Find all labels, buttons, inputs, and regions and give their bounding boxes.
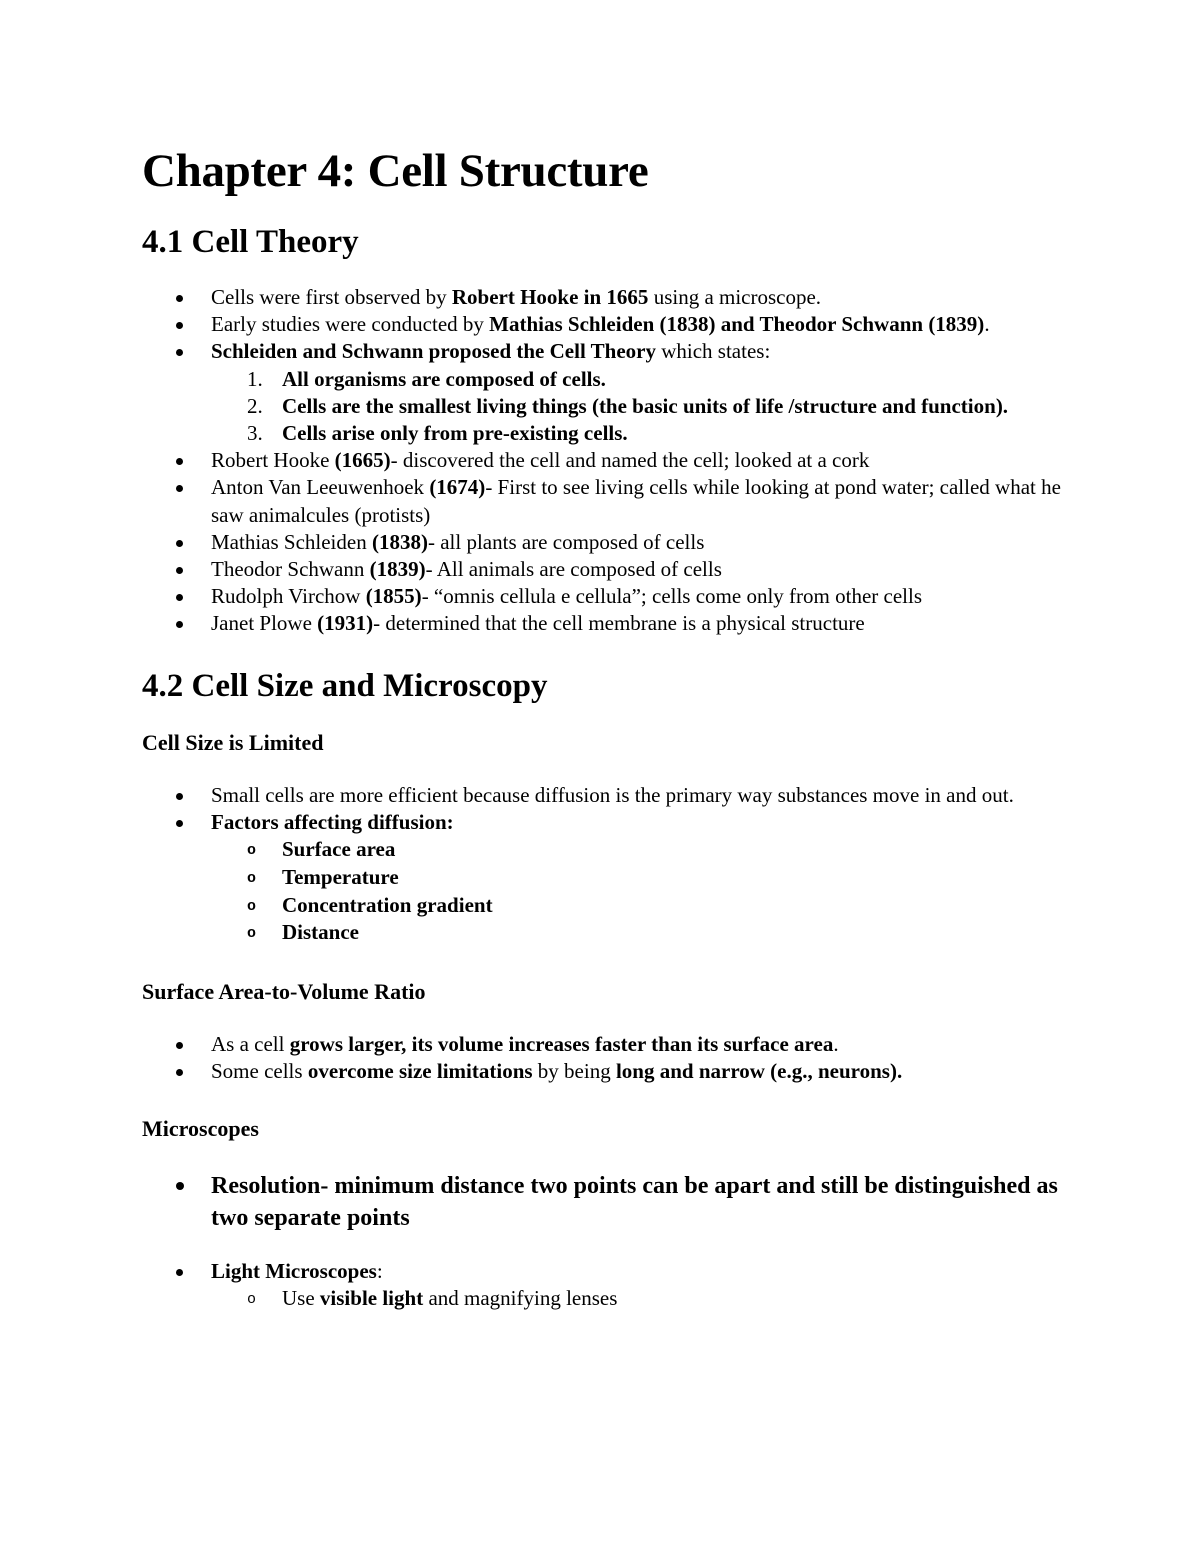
section-heading-cell-size: 4.2 Cell Size and Microscopy (142, 667, 548, 704)
scientists-list (142, 447, 1062, 637)
principle-item: 3. Cells arise only from pre-existing cells. (247, 421, 628, 446)
diffusion-factors-list (142, 836, 1062, 947)
microscopes-list (142, 1170, 1062, 1234)
light-microscopes-sublist (142, 1285, 1062, 1313)
light-microscopes-list (142, 1258, 1062, 1285)
list-item: Small cells are more efficient because diffusion is the primary way substances move in and out. (142, 782, 1062, 809)
principle-item: 2. Cells are the smallest living things (the basic units of life /structure and function). (247, 393, 1009, 418)
chapter-title: Chapter 4: Cell Structure (142, 145, 649, 197)
list-item: Light Microscopes: (142, 1258, 1062, 1285)
scientist-item: Mathias Schleiden (1838)- all plants are composed of cells (142, 529, 1062, 556)
list-item: Schleiden and Schwann proposed the Cell Theory which states: (142, 338, 1062, 365)
list-item: As a cell grows larger, its volume increases faster than its surface area. (142, 1031, 1062, 1058)
scientist-item: Anton Van Leeuwenhoek (1674)- First to see living cells while looking at pond water; called what he saw animalcules (protists) (142, 474, 1062, 528)
list-item: Cells were first observed by Robert Hooke in 1665 using a microscope. (142, 284, 1062, 311)
scientist-item: Theodor Schwann (1839)- All animals are composed of cells (142, 556, 1062, 583)
scientist-item: Janet Plowe (1931)- determined that the cell membrane is a physical structure (142, 610, 1062, 637)
principle-item: 1. All organisms are composed of cells. (247, 366, 606, 391)
cell-theory-list (142, 284, 1062, 366)
factor-item: o Surface area (142, 836, 1062, 864)
list-item: Early studies were conducted by Mathias Schleiden (1838) and Theodor Schwann (1839). (142, 311, 1062, 338)
sa-volume-list (142, 1031, 1062, 1085)
factor-item: o Distance (142, 919, 1062, 947)
scientist-item: Rudolph Virchow (1855)- “omnis cellula e cellula”; cells come only from other cells (142, 583, 1062, 610)
cell-size-list (142, 782, 1062, 836)
list-item: Some cells overcome size limitations by being long and narrow (e.g., neurons). (142, 1058, 1062, 1085)
subheading-cell-size-limited: Cell Size is Limited (142, 729, 324, 755)
subheading-sa-volume: Surface Area-to-Volume Ratio (142, 979, 426, 1005)
document-page (142, 140, 1062, 1313)
sub-item: o Use visible light and magnifying lenses (142, 1285, 1062, 1313)
list-item: Factors affecting diffusion: (142, 809, 1062, 836)
subheading-microscopes: Microscopes (142, 1115, 259, 1141)
factor-item: o Temperature (142, 864, 1062, 892)
list-item: Resolution- minimum distance two points can be apart and still be distinguished as two separate points (142, 1170, 1062, 1234)
cell-theory-principles (142, 366, 1062, 448)
scientist-item: Robert Hooke (1665)- discovered the cell and named the cell; looked at a cork (142, 447, 1062, 474)
section-heading-cell-theory: 4.1 Cell Theory (142, 224, 359, 260)
factor-item: o Concentration gradient (142, 892, 1062, 920)
